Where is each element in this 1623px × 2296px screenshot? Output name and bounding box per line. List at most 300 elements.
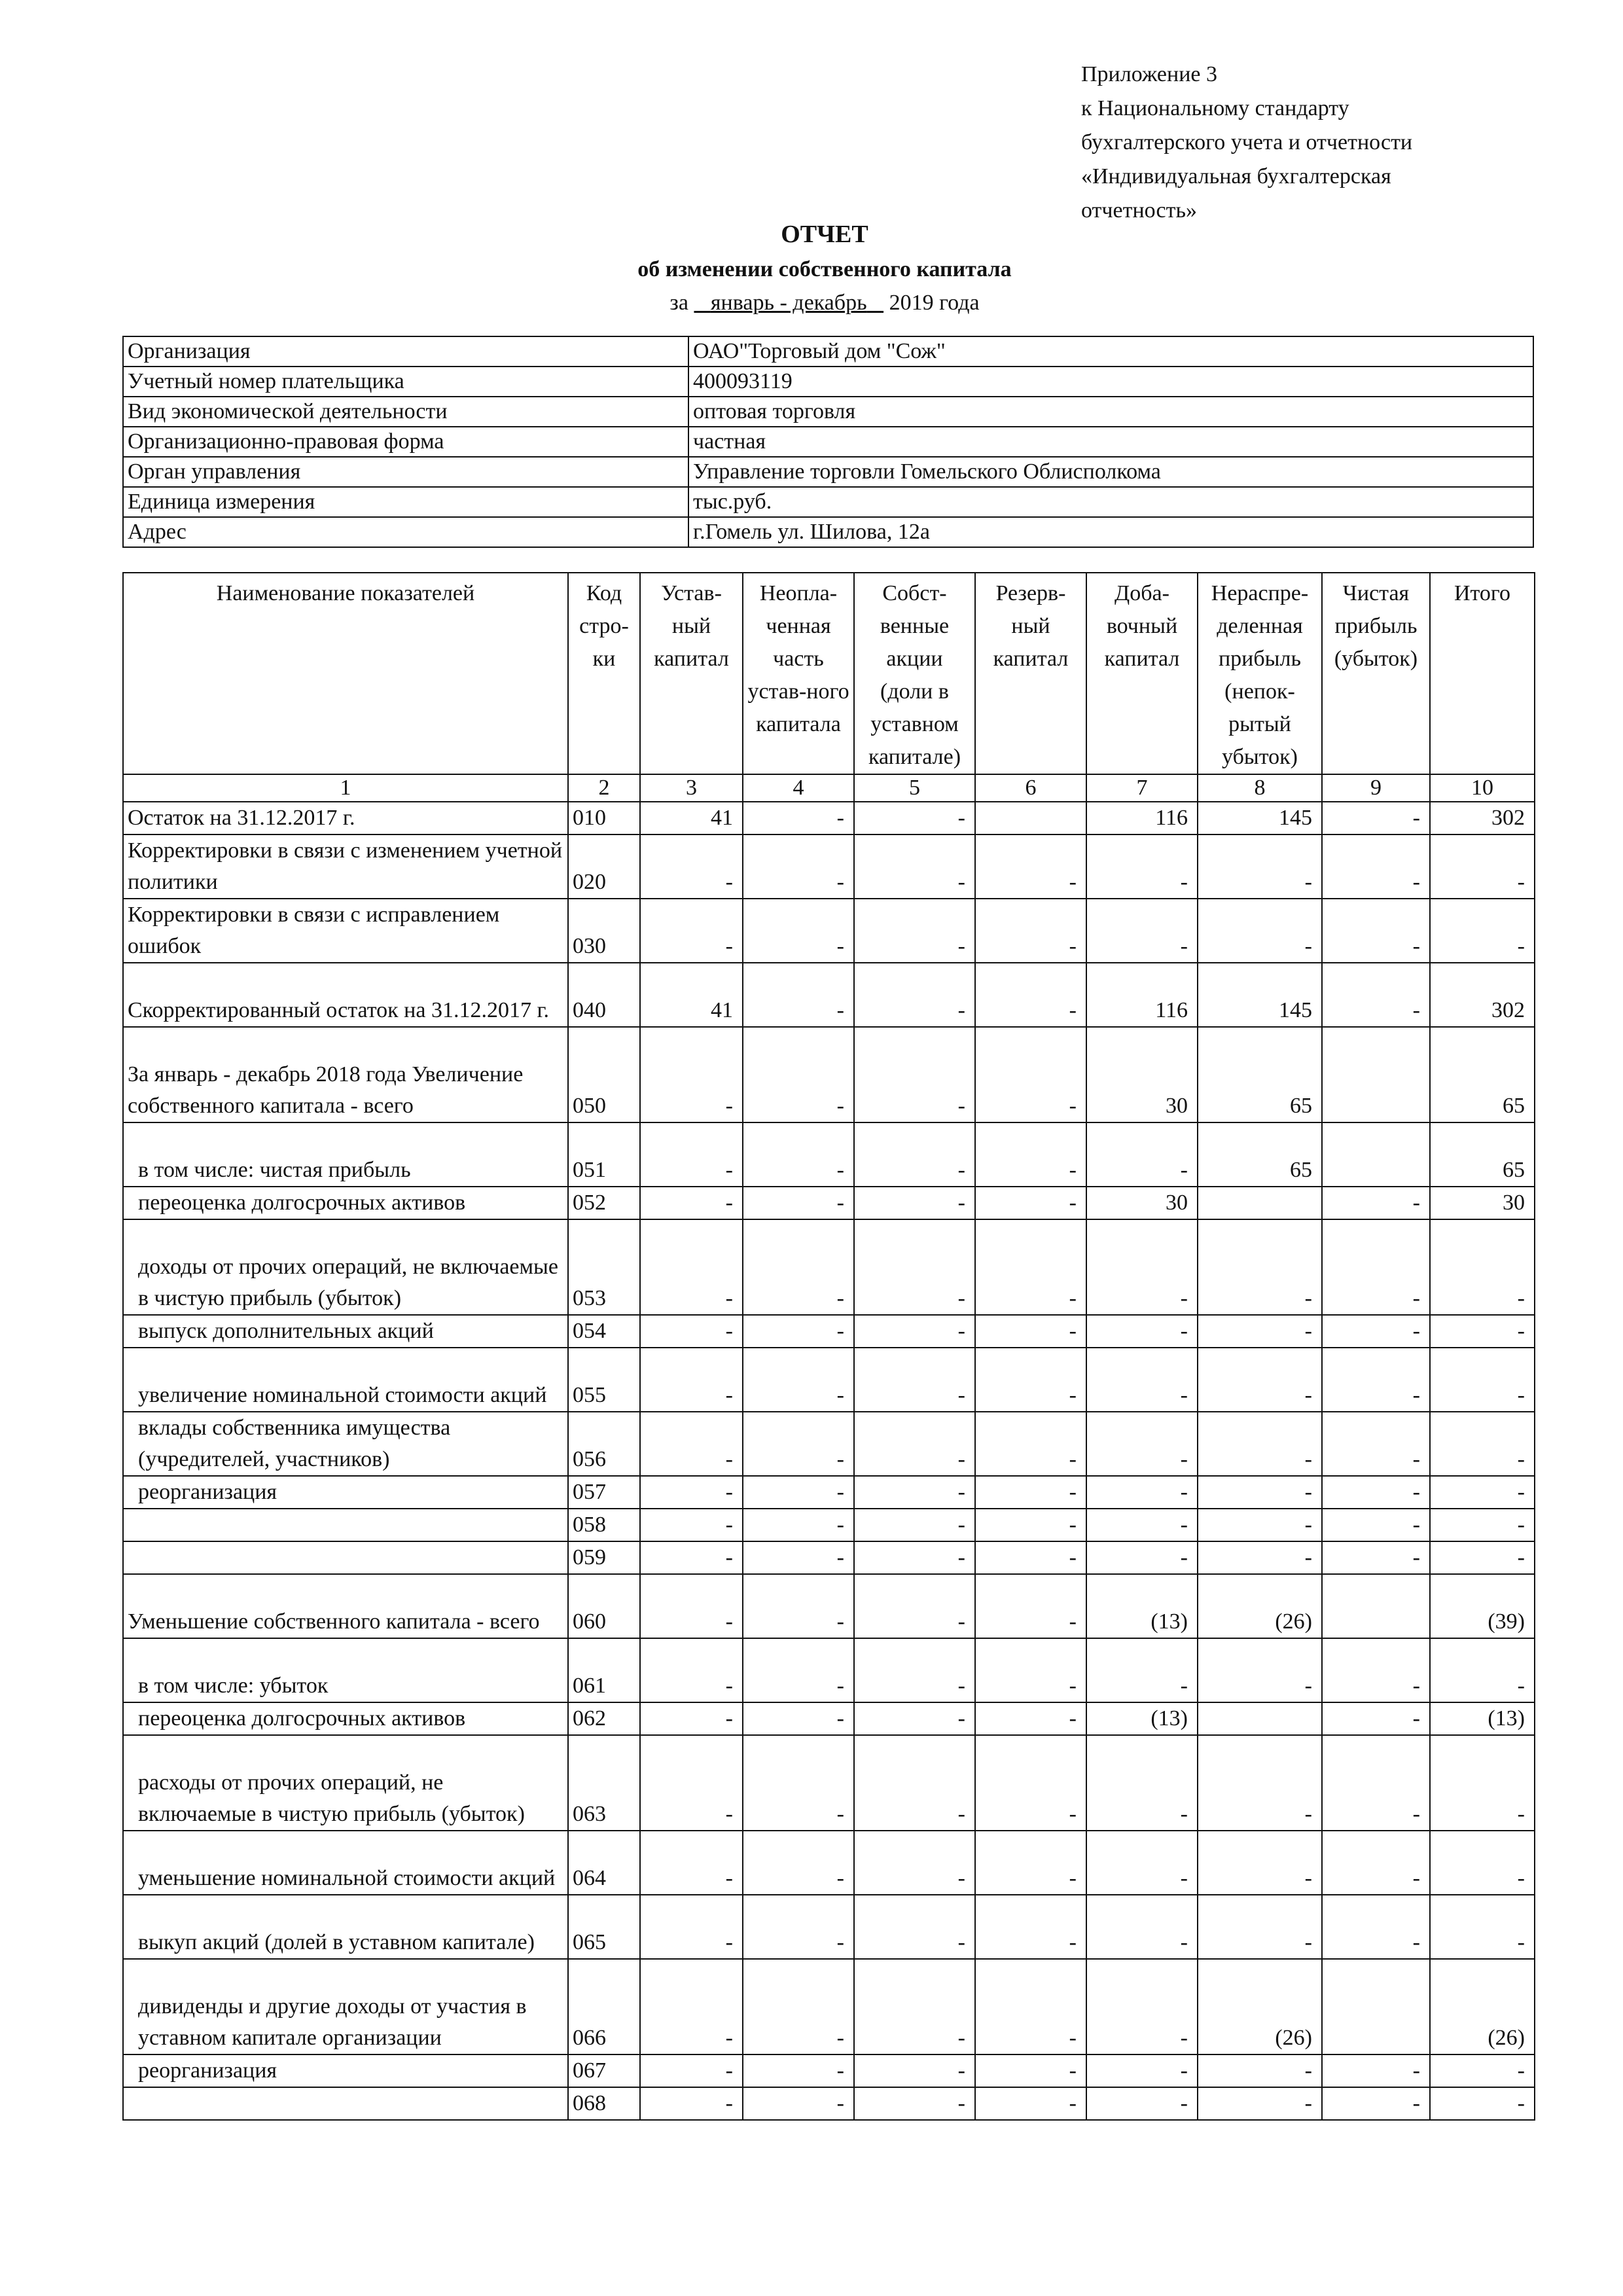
- row-code: 068: [568, 2087, 640, 2120]
- table-row: [123, 1831, 1535, 1895]
- column-header: Устав-ный капитал: [640, 573, 743, 774]
- row-value: -: [1086, 2087, 1198, 2120]
- row-code: 063: [568, 1735, 640, 1831]
- column-number: 4: [743, 774, 854, 802]
- column-number: 1: [123, 774, 568, 802]
- row-value: -: [1086, 1315, 1198, 1348]
- row-value: -: [1198, 1895, 1322, 1959]
- row-value: -: [640, 1122, 743, 1187]
- row-code: 054: [568, 1315, 640, 1348]
- row-value: -: [1086, 1541, 1198, 1574]
- row-value: -: [854, 1187, 975, 1219]
- row-value: -: [1322, 963, 1430, 1027]
- row-code: 052: [568, 1187, 640, 1219]
- row-value: -: [640, 1187, 743, 1219]
- table-row: [123, 1574, 1535, 1638]
- row-code: 064: [568, 1831, 640, 1895]
- row-code: 051: [568, 1122, 640, 1187]
- row-value: -: [854, 1315, 975, 1348]
- info-row: [123, 367, 1533, 397]
- row-code: 010: [568, 802, 640, 834]
- row-value: -: [1322, 1315, 1430, 1348]
- table-row: [123, 1541, 1535, 1574]
- row-name: выпуск дополнительных акций: [123, 1315, 568, 1348]
- row-value: -: [1322, 1219, 1430, 1315]
- row-name: [123, 1509, 568, 1541]
- row-value: -: [854, 1412, 975, 1476]
- row-value: -: [640, 1412, 743, 1476]
- row-value: -: [640, 1219, 743, 1315]
- row-value: -: [975, 1412, 1086, 1476]
- info-value: тыс.руб.: [688, 487, 1533, 517]
- row-value: 65: [1198, 1122, 1322, 1187]
- column-header: Резерв-ный капитал: [975, 573, 1086, 774]
- info-value: г.Гомель ул. Шилова, 12а: [688, 517, 1533, 547]
- row-value: -: [854, 1831, 975, 1895]
- column-number: 9: [1322, 774, 1430, 802]
- row-value: -: [640, 1895, 743, 1959]
- row-value: -: [640, 1476, 743, 1509]
- info-row: [123, 397, 1533, 427]
- table-row: [123, 2054, 1535, 2087]
- row-value: -: [1086, 834, 1198, 899]
- table-row: [123, 1412, 1535, 1476]
- table-row: [123, 1959, 1535, 2054]
- row-name: реорганизация: [123, 2054, 568, 2087]
- row-code: 058: [568, 1509, 640, 1541]
- row-value: -: [1198, 1541, 1322, 1574]
- report-subtitle: об изменении собственного капитала: [637, 257, 1012, 281]
- row-value: -: [743, 1348, 854, 1412]
- row-value: -: [1430, 1476, 1535, 1509]
- row-value: -: [1322, 1412, 1430, 1476]
- appendix-line: к Национальному стандарту: [1081, 96, 1349, 120]
- row-value: -: [1086, 1959, 1198, 2054]
- table-row: [123, 2087, 1535, 2120]
- row-value: -: [1322, 899, 1430, 963]
- row-name: Остаток на 31.12.2017 г.: [123, 802, 568, 834]
- row-value: 65: [1198, 1027, 1322, 1122]
- row-value: -: [1322, 834, 1430, 899]
- row-code: 061: [568, 1638, 640, 1702]
- row-value: -: [1430, 1412, 1535, 1476]
- row-value: (13): [1086, 1702, 1198, 1735]
- row-value: -: [743, 1122, 854, 1187]
- column-header: Нераспре-деленная прибыль (непок-рытый убыток): [1198, 573, 1322, 774]
- row-value: [975, 802, 1086, 834]
- row-value: -: [1198, 899, 1322, 963]
- row-code: 062: [568, 1702, 640, 1735]
- row-value: -: [854, 963, 975, 1027]
- row-value: [1322, 1122, 1430, 1187]
- info-row: [123, 457, 1533, 487]
- row-value: -: [1322, 1831, 1430, 1895]
- row-value: 30: [1086, 1187, 1198, 1219]
- column-number: 8: [1198, 774, 1322, 802]
- row-value: -: [854, 1476, 975, 1509]
- row-value: -: [854, 1509, 975, 1541]
- report-period: [26, 287, 1623, 319]
- row-value: -: [640, 2087, 743, 2120]
- row-value: -: [854, 899, 975, 963]
- row-value: -: [1322, 1638, 1430, 1702]
- row-value: -: [975, 1476, 1086, 1509]
- row-value: (39): [1430, 1574, 1535, 1638]
- row-value: -: [975, 1735, 1086, 1831]
- row-name: расходы от прочих операций, не включаемые в чистую прибыль (убыток): [123, 1735, 568, 1831]
- row-value: -: [640, 1638, 743, 1702]
- row-code: 055: [568, 1348, 640, 1412]
- info-label: Единица измерения: [123, 487, 688, 517]
- equity-changes-table: [122, 572, 1535, 2121]
- column-number: 7: [1086, 774, 1198, 802]
- row-value: -: [1086, 1638, 1198, 1702]
- column-header: Наименование показателей: [123, 573, 568, 774]
- row-code: 040: [568, 963, 640, 1027]
- row-value: 116: [1086, 963, 1198, 1027]
- row-value: -: [743, 1702, 854, 1735]
- row-value: (13): [1086, 1574, 1198, 1638]
- row-value: -: [975, 1219, 1086, 1315]
- appendix-line: «Индивидуальная бухгалтерская: [1081, 164, 1391, 188]
- row-value: -: [854, 2087, 975, 2120]
- row-value: -: [854, 1219, 975, 1315]
- row-value: -: [1198, 1348, 1322, 1412]
- row-value: -: [1322, 1702, 1430, 1735]
- row-value: -: [743, 2054, 854, 2087]
- row-value: -: [1322, 2054, 1430, 2087]
- row-value: -: [1198, 1638, 1322, 1702]
- table-row: [123, 1476, 1535, 1509]
- row-name: Уменьшение собственного капитала - всего: [123, 1574, 568, 1638]
- row-value: [1322, 1959, 1430, 2054]
- row-value: [1322, 1574, 1430, 1638]
- row-value: -: [743, 963, 854, 1027]
- row-value: -: [1086, 2054, 1198, 2087]
- row-value: 41: [640, 963, 743, 1027]
- table-row: [123, 1315, 1535, 1348]
- table-row: [123, 802, 1535, 834]
- period-year: 2019 года: [889, 291, 980, 315]
- row-value: -: [640, 899, 743, 963]
- row-name: [123, 1541, 568, 1574]
- column-number-row: [123, 774, 1535, 802]
- row-value: 116: [1086, 802, 1198, 834]
- info-row: [123, 487, 1533, 517]
- row-value: (26): [1198, 1959, 1322, 2054]
- row-value: -: [975, 1509, 1086, 1541]
- row-value: -: [1086, 1509, 1198, 1541]
- row-name: дивиденды и другие доходы от участия в уставном капитале организации: [123, 1959, 568, 2054]
- row-value: -: [1198, 1735, 1322, 1831]
- row-code: 066: [568, 1959, 640, 2054]
- row-value: -: [1086, 1412, 1198, 1476]
- row-code: 050: [568, 1027, 640, 1122]
- row-code: 053: [568, 1219, 640, 1315]
- row-value: -: [1198, 1315, 1322, 1348]
- row-value: -: [743, 1895, 854, 1959]
- row-value: -: [1322, 1509, 1430, 1541]
- column-header: Собст-венные акции (доли в уставном капитале): [854, 573, 975, 774]
- row-value: -: [975, 899, 1086, 963]
- row-code: 057: [568, 1476, 640, 1509]
- row-value: (26): [1198, 1574, 1322, 1638]
- row-value: -: [1430, 1509, 1535, 1541]
- info-label: Орган управления: [123, 457, 688, 487]
- row-value: -: [743, 1959, 854, 2054]
- row-value: -: [1198, 1476, 1322, 1509]
- row-value: -: [1322, 2087, 1430, 2120]
- info-row: [123, 427, 1533, 457]
- row-value: -: [743, 1219, 854, 1315]
- table-row: [123, 1348, 1535, 1412]
- column-number: 3: [640, 774, 743, 802]
- row-value: -: [1198, 834, 1322, 899]
- info-label: Учетный номер плательщика: [123, 367, 688, 397]
- row-value: -: [1086, 1219, 1198, 1315]
- row-value: -: [1322, 1735, 1430, 1831]
- table-row: [123, 1187, 1535, 1219]
- row-value: [1322, 1027, 1430, 1122]
- row-value: -: [640, 1831, 743, 1895]
- row-value: -: [1086, 1831, 1198, 1895]
- row-value: -: [1086, 1895, 1198, 1959]
- row-value: -: [743, 1638, 854, 1702]
- row-value: -: [1322, 1541, 1430, 1574]
- row-value: 145: [1198, 802, 1322, 834]
- header-row: [123, 573, 1535, 774]
- row-value: (26): [1430, 1959, 1535, 2054]
- row-value: -: [975, 1027, 1086, 1122]
- row-value: -: [1430, 1541, 1535, 1574]
- row-value: -: [1086, 1476, 1198, 1509]
- row-name: переоценка долгосрочных активов: [123, 1702, 568, 1735]
- row-value: -: [640, 1027, 743, 1122]
- report-title: ОТЧЕТ: [781, 221, 868, 248]
- row-value: -: [975, 963, 1086, 1027]
- column-number: 10: [1430, 774, 1535, 802]
- row-value: -: [743, 802, 854, 834]
- row-value: -: [1430, 1895, 1535, 1959]
- row-value: -: [854, 1541, 975, 1574]
- table-row: [123, 899, 1535, 963]
- appendix-line: бухгалтерского учета и отчетности: [1081, 130, 1413, 154]
- column-header: Код стро-ки: [568, 573, 640, 774]
- row-value: -: [975, 1959, 1086, 2054]
- row-value: -: [975, 1541, 1086, 1574]
- row-value: -: [743, 1735, 854, 1831]
- row-value: -: [854, 1895, 975, 1959]
- row-name: За январь - декабрь 2018 года Увеличение собственного капитала - всего: [123, 1027, 568, 1122]
- row-value: -: [1430, 834, 1535, 899]
- row-code: 060: [568, 1574, 640, 1638]
- row-name: в том числе: чистая прибыль: [123, 1122, 568, 1187]
- row-value: -: [975, 1895, 1086, 1959]
- row-value: -: [743, 1315, 854, 1348]
- row-value: -: [1086, 1122, 1198, 1187]
- row-value: -: [640, 1348, 743, 1412]
- table-row: [123, 1122, 1535, 1187]
- row-value: -: [1198, 1219, 1322, 1315]
- row-value: -: [854, 1735, 975, 1831]
- row-value: -: [640, 834, 743, 899]
- row-value: -: [743, 1574, 854, 1638]
- row-value: 145: [1198, 963, 1322, 1027]
- row-value: -: [1086, 899, 1198, 963]
- row-name: [123, 2087, 568, 2120]
- row-name: в том числе: убыток: [123, 1638, 568, 1702]
- row-value: -: [854, 834, 975, 899]
- row-value: -: [640, 1509, 743, 1541]
- row-value: -: [1430, 1219, 1535, 1315]
- column-header: Доба-вочный капитал: [1086, 573, 1198, 774]
- table-row: [123, 1219, 1535, 1315]
- row-value: -: [975, 1187, 1086, 1219]
- row-value: -: [854, 1702, 975, 1735]
- row-value: -: [1198, 1509, 1322, 1541]
- row-name: Скорректированный остаток на 31.12.2017 г.: [123, 963, 568, 1027]
- row-value: -: [975, 1831, 1086, 1895]
- row-code: 065: [568, 1895, 640, 1959]
- row-name: уменьшение номинальной стоимости акций: [123, 1831, 568, 1895]
- row-value: [1198, 1187, 1322, 1219]
- row-name: реорганизация: [123, 1476, 568, 1509]
- row-value: -: [1322, 802, 1430, 834]
- row-value: [1198, 1702, 1322, 1735]
- appendix-line: Приложение 3: [1081, 62, 1217, 86]
- row-value: -: [1430, 1831, 1535, 1895]
- info-label: Организация: [123, 336, 688, 367]
- row-code: 020: [568, 834, 640, 899]
- row-value: -: [975, 834, 1086, 899]
- row-value: -: [975, 1348, 1086, 1412]
- row-code: 030: [568, 899, 640, 963]
- row-name: доходы от прочих операций, не включаемые в чистую прибыль (убыток): [123, 1219, 568, 1315]
- row-value: -: [1198, 2087, 1322, 2120]
- organization-info-table: [122, 336, 1534, 548]
- info-value: Управление торговли Гомельского Облисполкома: [688, 457, 1533, 487]
- row-value: -: [1086, 1735, 1198, 1831]
- table-row: [123, 1027, 1535, 1122]
- row-value: -: [743, 1476, 854, 1509]
- row-name: вклады собственника имущества (учредителей, участников): [123, 1412, 568, 1476]
- row-value: -: [743, 2087, 854, 2120]
- row-name: Корректировки в связи с исправлением ошибок: [123, 899, 568, 963]
- row-name: увеличение номинальной стоимости акций: [123, 1348, 568, 1412]
- row-name: переоценка долгосрочных активов: [123, 1187, 568, 1219]
- column-header: Неопла-ченная часть устав-ного капитала: [743, 573, 854, 774]
- row-code: 067: [568, 2054, 640, 2087]
- row-value: -: [975, 1122, 1086, 1187]
- report-title-block: [0, 216, 1623, 319]
- info-value: оптовая торговля: [688, 397, 1533, 427]
- row-value: -: [975, 2087, 1086, 2120]
- row-value: -: [854, 2054, 975, 2087]
- row-value: -: [975, 1638, 1086, 1702]
- row-value: -: [743, 1541, 854, 1574]
- info-value: частная: [688, 427, 1533, 457]
- row-value: -: [1198, 1831, 1322, 1895]
- row-value: -: [640, 2054, 743, 2087]
- row-value: -: [854, 802, 975, 834]
- row-value: -: [854, 1638, 975, 1702]
- row-value: -: [854, 1027, 975, 1122]
- row-code: 056: [568, 1412, 640, 1476]
- appendix-line: отчетность»: [1081, 198, 1197, 219]
- row-value: -: [743, 899, 854, 963]
- table-row: [123, 1702, 1535, 1735]
- row-value: -: [975, 2054, 1086, 2087]
- row-value: -: [854, 1122, 975, 1187]
- row-value: -: [1322, 1348, 1430, 1412]
- row-value: -: [1322, 1187, 1430, 1219]
- row-value: -: [1430, 1348, 1535, 1412]
- info-value: ОАО"Торговый дом "Сож": [688, 336, 1533, 367]
- info-label: Вид экономической деятельности: [123, 397, 688, 427]
- row-value: -: [743, 834, 854, 899]
- info-label: Адрес: [123, 517, 688, 547]
- row-value: -: [975, 1702, 1086, 1735]
- row-value: -: [1086, 1348, 1198, 1412]
- column-header: Итого: [1430, 573, 1535, 774]
- column-header: Чистая прибыль (убыток): [1322, 573, 1430, 774]
- row-value: -: [1322, 1895, 1430, 1959]
- table-row: [123, 1735, 1535, 1831]
- row-value: -: [1430, 1315, 1535, 1348]
- row-value: -: [1198, 2054, 1322, 2087]
- table-row: [123, 834, 1535, 899]
- row-value: -: [743, 1412, 854, 1476]
- row-value: -: [640, 1574, 743, 1638]
- row-value: -: [1430, 2054, 1535, 2087]
- row-value: -: [743, 1831, 854, 1895]
- period-range: январь - декабрь: [710, 291, 867, 315]
- row-name: Корректировки в связи с изменением учетной политики: [123, 834, 568, 899]
- row-value: -: [1322, 1476, 1430, 1509]
- info-label: Организационно-правовая форма: [123, 427, 688, 457]
- row-value: 41: [640, 802, 743, 834]
- row-value: -: [1198, 1412, 1322, 1476]
- row-name: выкуп акций (долей в уставном капитале): [123, 1895, 568, 1959]
- row-value: 30: [1086, 1027, 1198, 1122]
- row-value: -: [975, 1315, 1086, 1348]
- row-code: 059: [568, 1541, 640, 1574]
- row-value: -: [743, 1509, 854, 1541]
- row-value: 65: [1430, 1027, 1535, 1122]
- row-value: -: [640, 1702, 743, 1735]
- info-row: [123, 336, 1533, 367]
- column-number: 5: [854, 774, 975, 802]
- row-value: -: [975, 1574, 1086, 1638]
- column-number: 2: [568, 774, 640, 802]
- row-value: (13): [1430, 1702, 1535, 1735]
- row-value: -: [1430, 2087, 1535, 2120]
- row-value: 302: [1430, 802, 1535, 834]
- row-value: -: [640, 1541, 743, 1574]
- row-value: -: [640, 1959, 743, 2054]
- row-value: 302: [1430, 963, 1535, 1027]
- row-value: -: [640, 1735, 743, 1831]
- row-value: -: [854, 1348, 975, 1412]
- row-value: 65: [1430, 1122, 1535, 1187]
- period-prefix: за: [669, 291, 688, 315]
- row-value: -: [640, 1315, 743, 1348]
- row-value: -: [854, 1959, 975, 2054]
- row-value: -: [743, 1187, 854, 1219]
- table-row: [123, 1638, 1535, 1702]
- table-row: [123, 1895, 1535, 1959]
- row-value: -: [1430, 1638, 1535, 1702]
